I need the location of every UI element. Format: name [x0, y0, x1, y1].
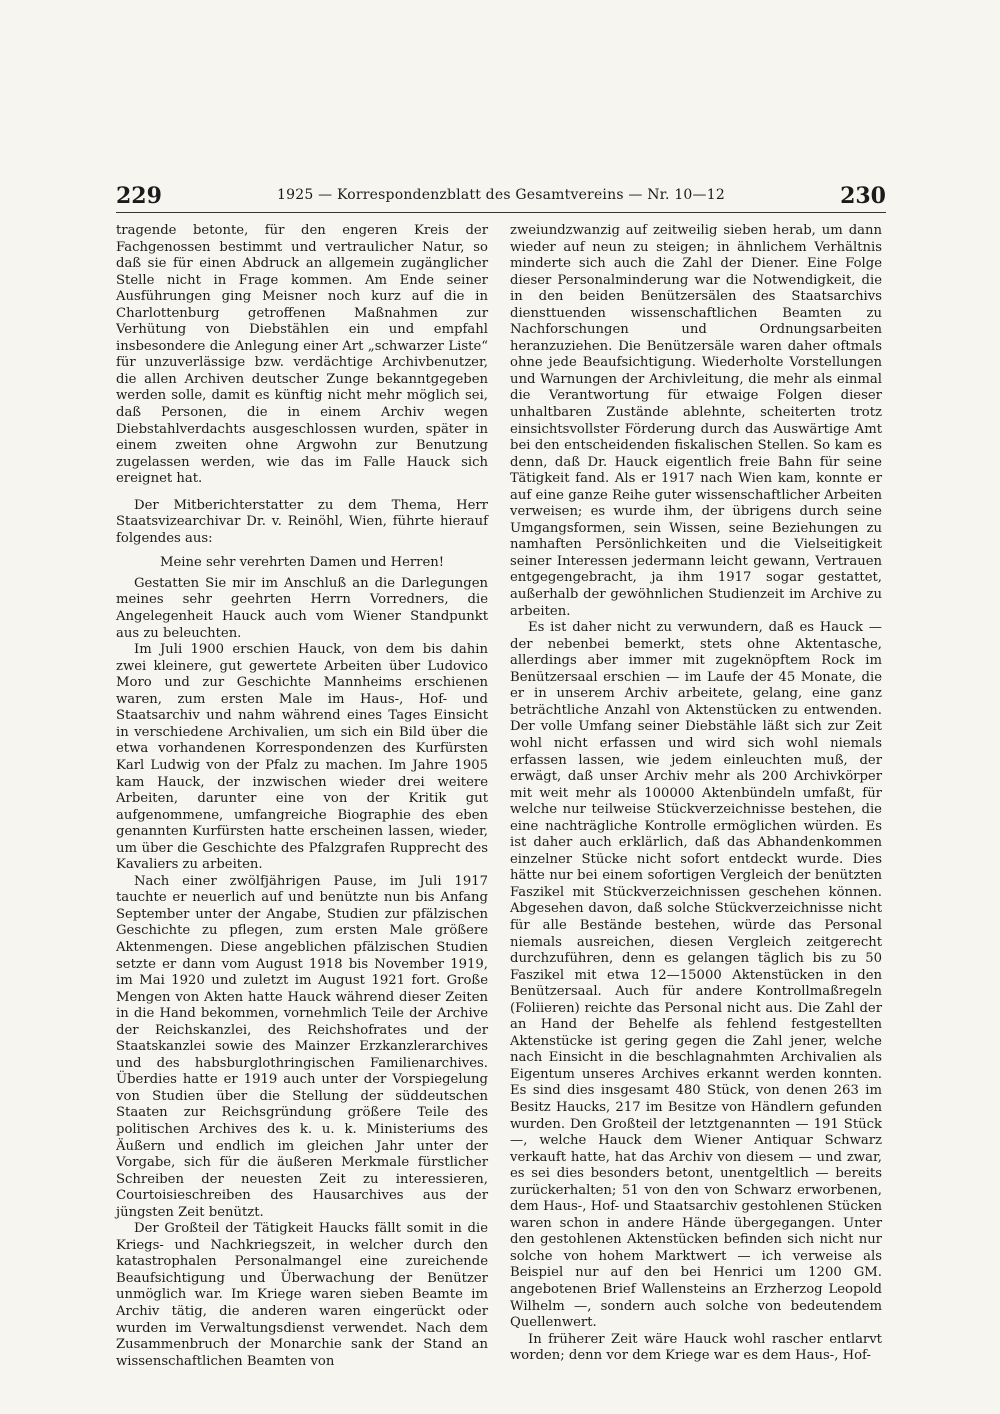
paragraph: zweiundzwanzig auf zeitweilig sieben herab, um dann wieder auf neun zu steigen; in ähnlichem Verhältnis minderte sich auch die Zahl der Diener. Eine Folge dieser Personalminderung war die Notwendigkeit, die in den beiden Benützersälen des Staatsarchivs diensttuenden wissenschaftlichen Beamten zu Nachforschungen und Ordnungsarbeiten heranzuziehen. Die Benützersäle waren daher oftmals ohne jede Beaufsichtigung. Wiederholte Vorstellungen und Warnungen der Archivleitung, die mehr als einmal die Verantwortung für etwaige Folgen dieser unhaltbaren Zustände ablehnte, scheiterten trotz einsichtsvollster Förderung durch das Auswärtige Amt bei den entscheidenden fiskalischen Stellen. So kam es denn, daß Dr. Hauck eigentlich freie Bahn für seine Tätigkeit fand. Als er 1917 nach Wien kam, konnte er auf eine ganze Reihe guter wissenschaftlicher Arbeiten verweisen; es wurde ihm, der übrigens durch seine Umgangsformen, sein Wissen, seine Beziehungen zu namhaften Persönlichkeiten und die Vielseitigkeit seiner Interessen jedermann leicht gewann, Vertrauen entgegengebracht, ja ihm 1917 sogar gestattet, außerhalb der gewöhnlichen Studienzeit im Archive zu arbeiten.	[510, 223, 882, 619]
page-number-right: 230	[840, 183, 886, 209]
left-column	[116, 223, 488, 1370]
paragraph: Nach einer zwölfjährigen Pause, im Juli 1917 tauchte er neuerlich auf und benützte nun bis Anfang September unter der Angabe, Studien zur pfälzischen Geschichte zu pflegen, zum ersten Male größere Aktenmengen. Diese angeblichen pfälzischen Studien setzte er dann vom August 1918 bis November 1919, im Mai 1920 und zuletzt im August 1921 fort. Große Mengen von Akten hatte Hauck während dieser Zeiten in die Hand bekommen, vornehmlich Teile der Archive der Reichskanzlei, des Reichshofrates und der Staatskanzlei sowie des Mainzer Erzkanzlerarchives und des habsburglothringischen Familienarchives. Überdies hatte er 1919 auch unter der Vorspiegelung von Studien über die Stellung der süddeutschen Staaten zur Reichsgründung größere Teile des politischen Archives des k. u. k. Ministeriums des Äußern und endlich im gleichen Jahr unter der Vorgabe, sich für die äußeren Merkmale fürstlicher Schreiben der neuesten Zeit zu interessieren, Courtoisieschreiben des Hausarchives aus der jüngsten Zeit benützt.	[116, 873, 488, 1220]
paragraph: Gestatten Sie mir im Anschluß an die Darlegungen meines sehr geehrten Herrn Vorredners, die Angelegenheit Hauck auch vom Wiener Standpunkt aus zu beleuchten.	[116, 575, 488, 641]
page-number-left: 229	[116, 183, 162, 209]
paragraph: Der Großteil der Tätigkeit Haucks fällt somit in die Kriegs- und Nachkriegszeit, in welcher durch den katastrophalen Personalmangel eine zureichende Beaufsichtigung und Überwachung der Benützer unmöglich war. Im Kriege waren sieben Beamte im Archiv tätig, die anderen waren eingerückt oder wurden im Verwaltungsdienst verwendet. Nach dem Zusammenbruch der Monarchie sank der Stand an wissenschaftlichen Beamten von	[116, 1221, 488, 1369]
paragraph: Der Mitberichterstatter zu dem Thema, Herr Staatsvizearchivar Dr. v. Reinöhl, Wien, führte hierauf folgendes aus:	[116, 497, 488, 546]
paragraph: tragende betonte, für den engeren Kreis der Fachgenossen bestimmt und vertraulicher Natur, so daß sie für einen Abdruck an allgemein zugänglicher Stelle nicht in Frage kommen. Am Ende seiner Ausführungen ging Meisner noch kurz auf die in Charlottenburg getroffenen Maßnahmen zur Verhütung von Diebstählen ein und empfahl insbesondere die Anlegung einer Art „schwarzer Liste“ für unzuverlässige bzw. verdächtige Archivbenutzer, die allen Archiven deutscher Zunge bekanntgegeben werden solle, damit es künftig nicht mehr möglich sei, daß Personen, die in einem Archiv wegen Diebstahlverdachts ausgeschlossen wurden, später in einem zweiten ohne Argwohn zur Benutzung zugelassen werden, wie das im Falle Hauck sich ereignet hat.	[116, 223, 488, 487]
page-header	[116, 183, 886, 213]
running-title: 1925 — Korrespondenzblatt des Gesamtvereins — Nr. 10—12	[277, 187, 725, 203]
paragraph: In früherer Zeit wäre Hauck wohl rascher entlarvt worden; denn vor dem Kriege war es dem Haus-, Hof-	[510, 1331, 882, 1364]
paragraph: Es ist daher nicht zu verwundern, daß es Hauck — der nebenbei bemerkt, stets ohne Aktentasche, allerdings aber immer mit zugeknöpftem Rock im Benützersaal erschien — im Laufe der 45 Monate, die er in unserem Archiv arbeitete, gelang, eine ganz beträchtliche Anzahl von Aktenstücken zu entwenden. Der volle Umfang seiner Diebstähle läßt sich zur Zeit wohl nicht erfassen und wird sich wohl niemals erfassen lassen, wie jedem einleuchten muß, der erwägt, daß unser Archiv mehr als 200 Archivkörper mit weit mehr als 100000 Aktenbündeln umfaßt, für welche nur teilweise Stückverzeichnisse bestehen, die eine nachträgliche Kontrolle ermöglichen würden. Es ist daher auch erklärlich, daß das Abhandenkommen einzelner Stücke nicht sofort entdeckt wurde. Dies hätte nur bei einem sofortigen Vergleich der benützten Faszikel mit Stückverzeichnissen geschehen können. Abgesehen davon, daß solche Stückverzeichnisse nicht für alle Bestände bestehen, würde das Personal niemals ausreichen, diesen Vergleich zeitgerecht durchzuführen, denn es gelangen täglich bis zu 50 Faszikel mit etwa 12—15000 Aktenstücken in den Benützersaal. Auch für andere Kontrollmaßregeln (Foliieren) reichte das Personal nicht aus. Die Zahl der an Hand der Behelfe als fehlend festgestellten Aktenstücke ist gering gegen die Zahl jener, welche nach Einsicht in die beschlagnahmten Archivalien als Eigentum unseres Archives erkannt werden konnten. Es sind dies insgesamt 480 Stück, von denen 263 im Besitz Haucks, 217 im Besitze von Händlern gefunden wurden. Den Großteil der letztgenannten — 191 Stück —, welche Hauck dem Wiener Antiquar Schwarz verkauft hatte, hat das Archiv von diesem — und zwar, es sei dies besonders betont, unentgeltlich — bereits zurückerhalten; 51 von den von Schwarz erworbenen, dem Haus-, Hof- und Staatsarchiv gestohlenen Stücken waren schon in andere Hände übergegangen. Unter den gestohlenen Aktenstücken befinden sich nicht nur solche von hohem Marktwert — ich verweise als Beispiel nur auf den bei Henrici um 1200 GM. angebotenen Brief Wallensteins an Erzherzog Leopold Wilhelm —, sondern auch solche von bedeutendem Quellenwert.	[510, 620, 882, 1331]
header-rule	[116, 212, 886, 213]
right-column	[510, 223, 882, 1365]
paragraph: Im Juli 1900 erschien Hauck, von dem bis dahin zwei kleinere, gut gewertete Arbeiten über Ludovico Moro und zur Geschichte Mannheims erschienen waren, zum ersten Male im Haus-, Hof- und Staatsarchiv und nahm während eines Tages Einsicht in verschiedene Archivalien, um sich ein Bild über die etwa vorhandenen Korrespondenzen des Kurfürsten Karl Ludwig von der Pfalz zu machen. Im Jahre 1905 kam Hauck, der inzwischen wieder drei weitere Arbeiten, darunter eine von der Kritik gut aufgenommene, umfangreiche Biographie des eben genannten Kurfürsten hatte erscheinen lassen, wieder, um über die Geschichte des Pfalzgrafen Rupprecht des Kavaliers zu arbeiten.	[116, 642, 488, 873]
salutation: Meine sehr verehrten Damen und Herren!	[160, 555, 445, 571]
